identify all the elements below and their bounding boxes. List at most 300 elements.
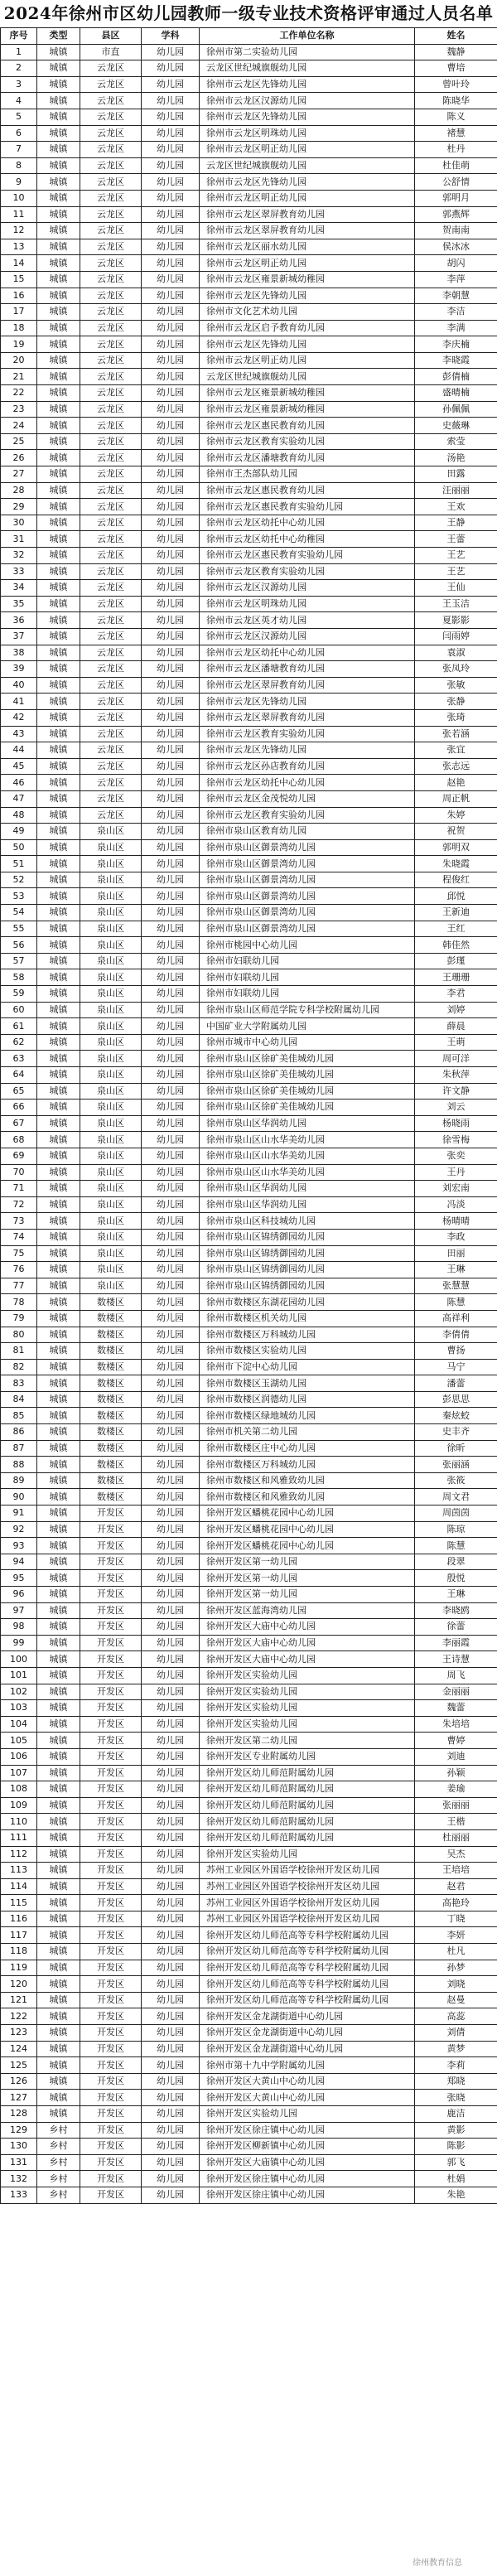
table-row — [1, 2154, 497, 2171]
cell-index: 20 — [1, 352, 37, 369]
cell-index: 110 — [1, 1814, 37, 1830]
cell-index: 85 — [1, 1408, 37, 1424]
cell-type: 城镇 — [37, 953, 80, 969]
table-row — [1, 1895, 497, 1911]
cell-type: 城镇 — [37, 1051, 80, 1067]
table-row — [1, 2041, 497, 2057]
cell-unit: 云龙区世纪城旗舰幼儿园 — [200, 157, 415, 174]
table-row — [1, 466, 497, 483]
cell-type: 城镇 — [37, 612, 80, 629]
cell-index: 97 — [1, 1602, 37, 1619]
cell-index: 128 — [1, 2106, 37, 2123]
cell-district: 开发区 — [80, 1570, 142, 1587]
cell-district: 开发区 — [80, 1878, 142, 1895]
cell-type: 城镇 — [37, 2025, 80, 2042]
cell-subject: 幼儿园 — [142, 2171, 200, 2187]
cell-name: 彭瑾 — [415, 953, 497, 969]
cell-subject: 幼儿园 — [142, 905, 200, 921]
cell-district: 泉山区 — [80, 1018, 142, 1035]
cell-index: 55 — [1, 921, 37, 937]
cell-type: 城镇 — [37, 694, 80, 710]
cell-type: 城镇 — [37, 1748, 80, 1765]
table-row — [1, 1067, 497, 1084]
cell-subject: 幼儿园 — [142, 1846, 200, 1863]
cell-unit: 徐州开发区幼儿师范高等专科学校附属幼儿园 — [200, 1944, 415, 1960]
cell-index: 91 — [1, 1505, 37, 1522]
cell-district: 开发区 — [80, 2090, 142, 2106]
cell-unit: 徐州市泉山区锦绣御园幼儿园 — [200, 1262, 415, 1278]
cell-name: 张敏 — [415, 677, 497, 694]
cell-district: 开发区 — [80, 1505, 142, 1522]
cell-type: 城镇 — [37, 1424, 80, 1441]
cell-index: 118 — [1, 1944, 37, 1960]
cell-subject: 幼儿园 — [142, 1359, 200, 1375]
table-row — [1, 44, 497, 60]
cell-name: 吴杰 — [415, 1846, 497, 1863]
cell-subject: 幼儿园 — [142, 1262, 200, 1278]
cell-unit: 徐州市云龙区幼托中心幼儿园 — [200, 645, 415, 661]
cell-district: 云龙区 — [80, 548, 142, 564]
cell-district: 泉山区 — [80, 1229, 142, 1245]
cell-index: 52 — [1, 872, 37, 888]
cell-type: 城镇 — [37, 1992, 80, 2008]
cell-unit: 徐州市云龙区汉源幼儿园 — [200, 628, 415, 645]
cell-subject: 幼儿园 — [142, 239, 200, 255]
cell-district: 开发区 — [80, 1748, 142, 1765]
cell-district: 开发区 — [80, 1814, 142, 1830]
cell-subject: 幼儿园 — [142, 1051, 200, 1067]
cell-name: 魏静 — [415, 44, 497, 60]
cell-unit: 徐州市泉山区御景湾幼儿园 — [200, 888, 415, 905]
cell-type: 城镇 — [37, 758, 80, 775]
cell-district: 云龙区 — [80, 563, 142, 580]
cell-name: 曹培 — [415, 60, 497, 77]
cell-subject: 幼儿园 — [142, 1521, 200, 1538]
cell-unit: 徐州市数楼区绿地城幼儿园 — [200, 1408, 415, 1424]
cell-name: 张慧慧 — [415, 1278, 497, 1294]
cell-index: 38 — [1, 645, 37, 661]
cell-name: 索莹 — [415, 433, 497, 450]
cell-subject: 幼儿园 — [142, 1472, 200, 1489]
cell-subject: 幼儿园 — [142, 1278, 200, 1294]
table-row — [1, 1229, 497, 1245]
cell-index: 18 — [1, 320, 37, 336]
cell-subject: 幼儿园 — [142, 758, 200, 775]
cell-name: 黄影 — [415, 2122, 497, 2139]
cell-unit: 徐州开发区幼儿师范高等专科学校附属幼儿园 — [200, 1976, 415, 1993]
cell-index: 75 — [1, 1245, 37, 1262]
table-row — [1, 986, 497, 1003]
cell-unit: 徐州市云龙区幼托中心幼儿园 — [200, 775, 415, 791]
cell-type: 城镇 — [37, 1944, 80, 1960]
cell-unit: 苏州工业园区外国语学校徐州开发区幼儿园 — [200, 1878, 415, 1895]
table-body — [1, 44, 497, 2203]
cell-district: 泉山区 — [80, 1115, 142, 1132]
cell-subject: 幼儿园 — [142, 1651, 200, 1668]
cell-type: 城镇 — [37, 645, 80, 661]
table-row — [1, 1733, 497, 1749]
table-row — [1, 1619, 497, 1636]
cell-index: 32 — [1, 548, 37, 564]
cell-district: 数楼区 — [80, 1424, 142, 1441]
cell-district: 泉山区 — [80, 1245, 142, 1262]
cell-unit: 徐州市泉山区科技城幼儿园 — [200, 1213, 415, 1230]
cell-name: 王仙 — [415, 580, 497, 597]
table-row — [1, 1814, 497, 1830]
cell-subject: 幼儿园 — [142, 1733, 200, 1749]
cell-index: 94 — [1, 1554, 37, 1570]
table-row — [1, 1457, 497, 1473]
cell-district: 云龙区 — [80, 385, 142, 402]
cell-index: 34 — [1, 580, 37, 597]
cell-subject: 幼儿园 — [142, 628, 200, 645]
cell-district: 云龙区 — [80, 726, 142, 742]
table-row — [1, 1472, 497, 1489]
cell-index: 116 — [1, 1911, 37, 1927]
cell-subject: 幼儿园 — [142, 1684, 200, 1700]
cell-subject: 幼儿园 — [142, 1310, 200, 1327]
cell-type: 城镇 — [37, 548, 80, 564]
table-row — [1, 1992, 497, 2008]
cell-subject: 幼儿园 — [142, 1457, 200, 1473]
cell-unit: 徐州开发区幼儿师范附属幼儿园 — [200, 1797, 415, 1814]
cell-subject: 幼儿园 — [142, 336, 200, 353]
cell-index: 86 — [1, 1424, 37, 1441]
cell-subject: 幼儿园 — [142, 174, 200, 191]
table-row — [1, 336, 497, 353]
cell-unit: 徐州市云龙区潘塘教育幼儿园 — [200, 450, 415, 466]
table-row — [1, 206, 497, 223]
cell-type: 城镇 — [37, 856, 80, 872]
cell-name: 赵君 — [415, 1878, 497, 1895]
cell-unit: 徐州市云龙区教育实验幼儿园 — [200, 563, 415, 580]
cell-district: 云龙区 — [80, 223, 142, 239]
cell-subject: 幼儿园 — [142, 694, 200, 710]
cell-index: 50 — [1, 839, 37, 856]
table-row — [1, 76, 497, 93]
cell-subject: 幼儿园 — [142, 1196, 200, 1213]
cell-type: 城镇 — [37, 1960, 80, 1976]
cell-name: 王琳 — [415, 1262, 497, 1278]
cell-unit: 徐州市云龙区惠民教育幼儿园 — [200, 482, 415, 499]
table-row — [1, 352, 497, 369]
cell-unit: 徐州市文化艺术幼儿园 — [200, 304, 415, 321]
cell-index: 39 — [1, 661, 37, 678]
cell-district: 云龙区 — [80, 190, 142, 206]
cell-index: 108 — [1, 1781, 37, 1798]
cell-name: 张奕 — [415, 1148, 497, 1164]
cell-unit: 徐州市数楼区和风雅致幼儿园 — [200, 1489, 415, 1505]
cell-name: 杜凡 — [415, 1944, 497, 1960]
cell-unit: 徐州开发区大黄山中心幼儿园 — [200, 2073, 415, 2090]
cell-name: 李晓霞 — [415, 352, 497, 369]
cell-subject: 幼儿园 — [142, 790, 200, 807]
cell-type: 城镇 — [37, 255, 80, 272]
cell-unit: 徐州市云龙区惠民教育实验幼儿园 — [200, 548, 415, 564]
cell-district: 云龙区 — [80, 304, 142, 321]
cell-name: 李丽霞 — [415, 1635, 497, 1651]
table-row — [1, 482, 497, 499]
header-type: 类型 — [37, 28, 80, 45]
cell-index: 24 — [1, 418, 37, 434]
cell-district: 云龙区 — [80, 677, 142, 694]
cell-type: 城镇 — [37, 2008, 80, 2025]
cell-index: 130 — [1, 2139, 37, 2155]
cell-district: 泉山区 — [80, 1067, 142, 1084]
cell-unit: 云龙区世纪城旗舰幼儿园 — [200, 60, 415, 77]
table-row — [1, 1781, 497, 1798]
table-row — [1, 190, 497, 206]
cell-unit: 徐州市云龙区明正幼儿园 — [200, 255, 415, 272]
cell-name: 张静 — [415, 694, 497, 710]
cell-unit: 徐州市数楼区庄中心幼儿园 — [200, 1440, 415, 1457]
cell-name: 曹扬 — [415, 1343, 497, 1360]
cell-index: 37 — [1, 628, 37, 645]
cell-unit: 云龙区世纪城旗舰幼儿园 — [200, 369, 415, 385]
cell-unit: 徐州市数楼区机关幼儿园 — [200, 1310, 415, 1327]
cell-subject: 幼儿园 — [142, 60, 200, 77]
cell-index: 9 — [1, 174, 37, 191]
cell-name: 张晓 — [415, 2090, 497, 2106]
cell-unit: 徐州市云龙区教育实验幼儿园 — [200, 433, 415, 450]
table-row — [1, 2090, 497, 2106]
cell-district: 泉山区 — [80, 1034, 142, 1051]
header-subject: 学科 — [142, 28, 200, 45]
cell-index: 57 — [1, 953, 37, 969]
cell-district: 云龙区 — [80, 142, 142, 158]
table-row — [1, 1667, 497, 1684]
cell-unit: 徐州开发区金龙湖街道中心幼儿园 — [200, 2025, 415, 2042]
table-row — [1, 839, 497, 856]
cell-district: 开发区 — [80, 2025, 142, 2042]
cell-district: 云龙区 — [80, 320, 142, 336]
cell-name: 高祥利 — [415, 1310, 497, 1327]
cell-subject: 幼儿园 — [142, 2041, 200, 2057]
cell-type: 城镇 — [37, 1521, 80, 1538]
cell-index: 67 — [1, 1115, 37, 1132]
table-row — [1, 1115, 497, 1132]
cell-subject: 幼儿园 — [142, 1944, 200, 1960]
table-row — [1, 1960, 497, 1976]
cell-type: 城镇 — [37, 1684, 80, 1700]
cell-name: 李倩倩 — [415, 1327, 497, 1343]
cell-index: 51 — [1, 856, 37, 872]
cell-index: 42 — [1, 709, 37, 726]
table-row — [1, 2187, 497, 2203]
cell-subject: 幼儿园 — [142, 1814, 200, 1830]
cell-subject: 幼儿园 — [142, 596, 200, 612]
cell-subject: 幼儿园 — [142, 1505, 200, 1522]
cell-unit: 徐州市云龙区翠屏教育幼儿园 — [200, 206, 415, 223]
cell-type: 城镇 — [37, 206, 80, 223]
table-row — [1, 1181, 497, 1197]
cell-name: 王新迪 — [415, 905, 497, 921]
cell-name: 祝贺 — [415, 824, 497, 840]
cell-district: 开发区 — [80, 1976, 142, 1993]
cell-name: 周可洋 — [415, 1051, 497, 1067]
cell-index: 19 — [1, 336, 37, 353]
cell-subject: 幼儿园 — [142, 1148, 200, 1164]
table-row — [1, 385, 497, 402]
watermark: 徐州教育信息 — [413, 2559, 462, 2568]
cell-index: 131 — [1, 2154, 37, 2171]
cell-district: 数楼区 — [80, 1375, 142, 1392]
cell-subject: 幼儿园 — [142, 157, 200, 174]
cell-subject: 幼儿园 — [142, 709, 200, 726]
cell-name: 朱秋萍 — [415, 1067, 497, 1084]
cell-unit: 徐州市泉山区华润幼儿园 — [200, 1181, 415, 1197]
cell-name: 陈晓华 — [415, 93, 497, 109]
cell-subject: 幼儿园 — [142, 223, 200, 239]
cell-unit: 徐州市云龙区幼托中心幼稚园 — [200, 531, 415, 548]
cell-subject: 幼儿园 — [142, 2057, 200, 2074]
table-row — [1, 174, 497, 191]
cell-index: 46 — [1, 775, 37, 791]
table-row — [1, 1489, 497, 1505]
cell-subject: 幼儿园 — [142, 1911, 200, 1927]
cell-subject: 幼儿园 — [142, 921, 200, 937]
cell-subject: 幼儿园 — [142, 109, 200, 125]
cell-district: 开发区 — [80, 1667, 142, 1684]
cell-unit: 徐州市云龙区明珠幼儿园 — [200, 125, 415, 142]
cell-unit: 徐州开发区实验幼儿园 — [200, 1716, 415, 1733]
cell-district: 云龙区 — [80, 76, 142, 93]
table-row — [1, 1310, 497, 1327]
cell-subject: 幼儿园 — [142, 1083, 200, 1100]
cell-subject: 幼儿园 — [142, 142, 200, 158]
cell-type: 城镇 — [37, 1619, 80, 1636]
cell-type: 城镇 — [37, 1148, 80, 1164]
cell-index: 44 — [1, 742, 37, 759]
cell-name: 王培培 — [415, 1863, 497, 1879]
cell-unit: 徐州市泉山区华润幼儿园 — [200, 1196, 415, 1213]
cell-type: 城镇 — [37, 336, 80, 353]
cell-index: 113 — [1, 1863, 37, 1879]
table-row — [1, 125, 497, 142]
table-row — [1, 2106, 497, 2123]
cell-type: 城镇 — [37, 320, 80, 336]
cell-index: 77 — [1, 1278, 37, 1294]
cell-subject: 幼儿园 — [142, 1635, 200, 1651]
cell-subject: 幼儿园 — [142, 775, 200, 791]
cell-unit: 徐州市泉山区师范学院专科学校附属幼儿园 — [200, 1002, 415, 1018]
cell-type: 城镇 — [37, 60, 80, 77]
cell-index: 62 — [1, 1034, 37, 1051]
cell-subject: 幼儿园 — [142, 499, 200, 515]
cell-name: 王珊珊 — [415, 969, 497, 986]
cell-type: 城镇 — [37, 1327, 80, 1343]
cell-district: 云龙区 — [80, 758, 142, 775]
table-row — [1, 758, 497, 775]
cell-name: 张凤玲 — [415, 661, 497, 678]
cell-type: 城镇 — [37, 1570, 80, 1587]
table-row — [1, 142, 497, 158]
cell-district: 泉山区 — [80, 1213, 142, 1230]
cell-district: 云龙区 — [80, 742, 142, 759]
cell-index: 132 — [1, 2171, 37, 2187]
cell-name: 杨晴晴 — [415, 1213, 497, 1230]
cell-index: 126 — [1, 2073, 37, 2090]
table-row — [1, 2008, 497, 2025]
cell-unit: 徐州市城市中心幼儿园 — [200, 1034, 415, 1051]
cell-district: 云龙区 — [80, 336, 142, 353]
cell-name: 郑晓 — [415, 2073, 497, 2090]
cell-type: 城镇 — [37, 466, 80, 483]
cell-type: 城镇 — [37, 986, 80, 1003]
cell-type: 城镇 — [37, 888, 80, 905]
cell-name: 刘婷 — [415, 1002, 497, 1018]
cell-name: 陈影 — [415, 2139, 497, 2155]
cell-subject: 幼儿园 — [142, 2073, 200, 2090]
cell-name: 曹婷 — [415, 1733, 497, 1749]
cell-name: 王萌 — [415, 1034, 497, 1051]
cell-unit: 徐州市云龙区教育实验幼儿园 — [200, 726, 415, 742]
cell-unit: 苏州工业园区外国语学校徐州开发区幼儿园 — [200, 1863, 415, 1879]
cell-name: 张志远 — [415, 758, 497, 775]
cell-subject: 幼儿园 — [142, 1018, 200, 1035]
cell-unit: 徐州市数楼区实验幼儿园 — [200, 1343, 415, 1360]
table-row — [1, 433, 497, 450]
cell-name: 丁晓 — [415, 1911, 497, 1927]
cell-name: 李满 — [415, 320, 497, 336]
cell-unit: 徐州开发区实验幼儿园 — [200, 1684, 415, 1700]
cell-subject: 幼儿园 — [142, 1002, 200, 1018]
cell-name: 郭明双 — [415, 839, 497, 856]
cell-type: 城镇 — [37, 1278, 80, 1294]
cell-district: 泉山区 — [80, 1164, 142, 1181]
cell-index: 81 — [1, 1343, 37, 1360]
cell-unit: 徐州市云龙区翠屏教育幼儿园 — [200, 223, 415, 239]
cell-unit: 徐州市泉山区锦绣御园幼儿园 — [200, 1229, 415, 1245]
cell-index: 76 — [1, 1262, 37, 1278]
cell-unit: 徐州市云龙区明正幼儿园 — [200, 352, 415, 369]
header-district: 县区 — [80, 28, 142, 45]
cell-district: 云龙区 — [80, 206, 142, 223]
cell-index: 8 — [1, 157, 37, 174]
cell-index: 107 — [1, 1765, 37, 1781]
cell-type: 城镇 — [37, 742, 80, 759]
cell-index: 22 — [1, 385, 37, 402]
cell-district: 泉山区 — [80, 1083, 142, 1100]
cell-type: 城镇 — [37, 401, 80, 418]
cell-index: 60 — [1, 1002, 37, 1018]
cell-unit: 徐州市云龙区雍景新城幼稚园 — [200, 271, 415, 288]
cell-unit: 徐州开发区大庙中心幼儿园 — [200, 1619, 415, 1636]
table-row — [1, 1878, 497, 1895]
table-row — [1, 872, 497, 888]
cell-index: 25 — [1, 433, 37, 450]
cell-type: 城镇 — [37, 1245, 80, 1262]
cell-district: 开发区 — [80, 2008, 142, 2025]
cell-district: 开发区 — [80, 1587, 142, 1603]
cell-district: 云龙区 — [80, 709, 142, 726]
table-row — [1, 1262, 497, 1278]
cell-district: 开发区 — [80, 1521, 142, 1538]
cell-name: 李晓鸥 — [415, 1602, 497, 1619]
table-row — [1, 1424, 497, 1441]
cell-subject: 幼儿园 — [142, 320, 200, 336]
cell-name: 郭明月 — [415, 190, 497, 206]
cell-name: 袁淑 — [415, 645, 497, 661]
cell-subject: 幼儿园 — [142, 1570, 200, 1587]
cell-index: 40 — [1, 677, 37, 694]
cell-district: 云龙区 — [80, 369, 142, 385]
cell-name: 许文静 — [415, 1083, 497, 1100]
cell-subject: 幼儿园 — [142, 1829, 200, 1846]
cell-index: 72 — [1, 1196, 37, 1213]
cell-index: 49 — [1, 824, 37, 840]
table-row — [1, 1375, 497, 1392]
